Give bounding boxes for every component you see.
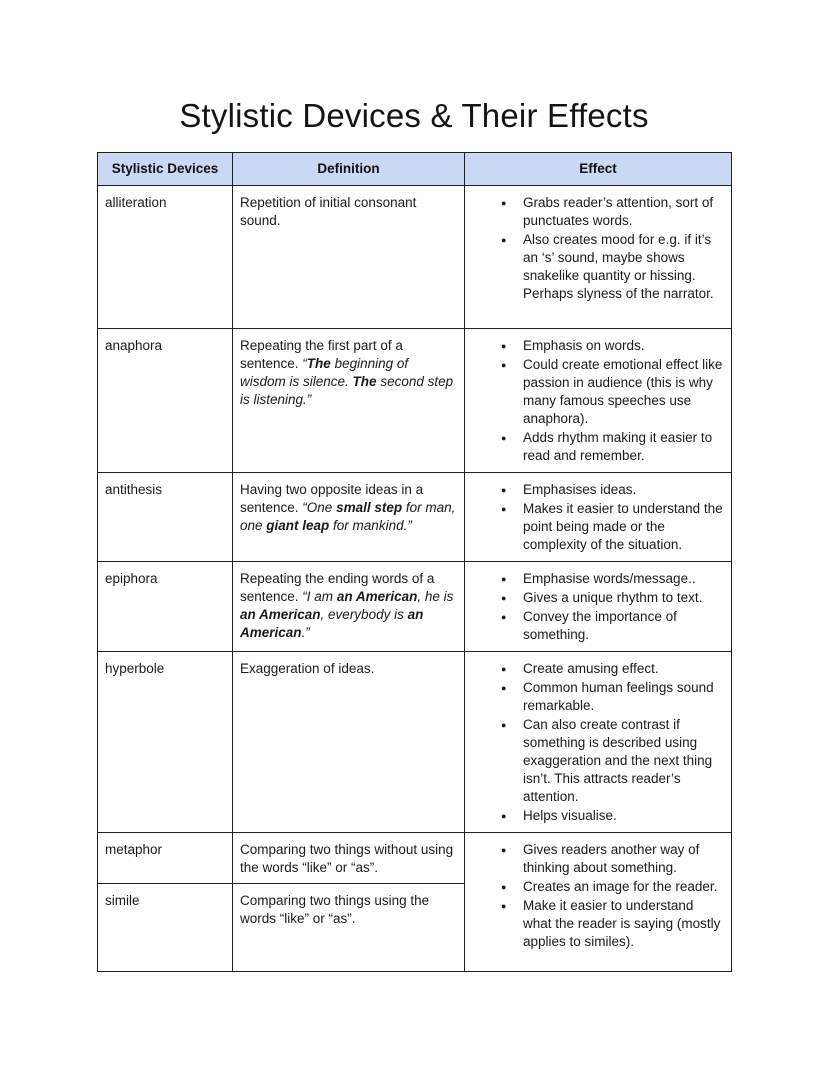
definition-text-segment: , everybody is — [320, 607, 408, 622]
header-effect: Effect — [465, 153, 732, 186]
definition-cell — [233, 473, 465, 562]
effect-bullet-list — [472, 660, 723, 825]
effect-bullet-item: ● Gives a unique rhythm to text. — [472, 589, 723, 607]
definition-text-segment: beginning of wisdom is silence. — [240, 356, 409, 389]
definition-text-segment: Having two opposite ideas in a sentence. — [240, 482, 424, 515]
effect-cell — [465, 652, 732, 833]
definition-cell — [233, 186, 465, 329]
effect-bullet-item: ● Grabs reader’s attention, sort of punctuates words. — [472, 194, 723, 230]
definition-cell — [233, 562, 465, 652]
effect-bullet-item: ● Gives readers another way of thinking about something. — [472, 841, 723, 877]
effect-bullet-item: ● Helps visualise. — [472, 807, 723, 825]
effect-bullet-item: ● Creates an image for the reader. — [472, 878, 723, 896]
definition-text-segment: , he is — [417, 589, 454, 604]
effect-bullet-item: ● Makes it easier to understand the point being made or the complexity of the situation. — [472, 500, 723, 554]
effect-bullet-list — [472, 570, 723, 644]
effect-bullet-item: ● Emphasise words/message.. — [472, 570, 723, 588]
device-name-cell: metaphor — [98, 833, 233, 884]
device-name-cell: hyperbole — [98, 652, 233, 833]
table-header — [98, 153, 732, 186]
definition-text-segment: The — [306, 356, 331, 371]
definition-text-segment: for mankind.” — [329, 518, 412, 533]
definition-text-segment: an American — [240, 607, 424, 640]
effect-bullet-item: ● Emphasises ideas. — [472, 481, 723, 499]
definition-text-segment: Exaggeration of ideas. — [240, 661, 375, 676]
table-row — [98, 473, 732, 562]
definition-cell — [233, 329, 465, 473]
effect-cell — [465, 562, 732, 652]
effect-bullet-list — [472, 194, 723, 303]
table-row — [98, 652, 732, 833]
device-name-cell: anaphora — [98, 329, 233, 473]
definition-text-segment: small step — [336, 500, 403, 515]
definition-text-segment: giant leap — [266, 518, 330, 533]
effect-bullet-list — [472, 337, 723, 465]
header-definition: Definition — [233, 153, 465, 186]
definition-cell — [233, 652, 465, 833]
effect-cell — [465, 329, 732, 473]
table-row — [98, 833, 732, 884]
definition-text-segment: Repetition of initial consonant sound. — [240, 195, 417, 228]
effect-bullet-list — [472, 481, 723, 554]
definition-text-segment: .” — [301, 625, 310, 640]
effect-cell — [465, 186, 732, 329]
definition-text-segment: for man, one — [240, 500, 456, 533]
header-row — [98, 153, 732, 186]
definition-text-segment: an American — [240, 607, 321, 622]
effect-bullet-item: ● Can also create contrast if something is described using exaggeration and the next thing isn’t. This attracts reader’s attention. — [472, 716, 723, 806]
effect-cell — [465, 473, 732, 562]
header-stylistic-devices: Stylistic Devices — [98, 153, 233, 186]
device-name-cell: simile — [98, 884, 233, 972]
effect-bullet-item: ● Emphasis on words. — [472, 337, 723, 355]
effect-cell — [465, 833, 732, 972]
definition-text-segment: “ — [302, 356, 307, 371]
definition-text-segment: The — [352, 374, 377, 389]
definition-cell — [233, 833, 465, 884]
effect-bullet-item: ● Common human feelings sound remarkable. — [472, 679, 723, 715]
effect-bullet-item: ● Adds rhythm making it easier to read and remember. — [472, 429, 723, 465]
definition-text-segment: Repeating the ending words of a sentence. — [240, 571, 435, 604]
device-name-cell: alliteration — [98, 186, 233, 329]
device-name-cell: epiphora — [98, 562, 233, 652]
effect-bullet-list — [472, 841, 723, 951]
device-name-cell: antithesis — [98, 473, 233, 562]
table-row — [98, 186, 732, 329]
page-title: Stylistic Devices & Their Effects — [179, 97, 649, 134]
table-body — [98, 186, 732, 972]
definition-cell — [233, 884, 465, 972]
definition-text-segment: Comparing two things without using the words “like” or “as”. — [240, 842, 454, 875]
definition-text-segment: Repeating the first part of a sentence. — [240, 338, 403, 371]
definition-text-segment: “I am — [302, 589, 337, 604]
effect-bullet-item: ● Convey the importance of something. — [472, 608, 723, 644]
table-row — [98, 329, 732, 473]
effect-bullet-item: ● Create amusing effect. — [472, 660, 723, 678]
definition-text-segment: second step is listening.” — [240, 374, 454, 407]
effect-bullet-item: ● Make it easier to understand what the reader is saying (mostly applies to similes). — [472, 897, 723, 951]
effect-bullet-item: ● Could create emotional effect like passion in audience (this is why many famous speeches use anaphora). — [472, 356, 723, 428]
definition-text-segment: Comparing two things using the words “like” or “as”. — [240, 893, 430, 926]
table-row — [98, 562, 732, 652]
stylistic-devices-table — [97, 152, 732, 972]
definition-text-segment: an American — [336, 589, 418, 604]
definition-text-segment: “One — [302, 500, 337, 515]
effect-bullet-item: ● Also creates mood for e.g. if it’s an ‘s’ sound, maybe shows snakelike quantity or hissing. Perhaps slyness of the narrator. — [472, 231, 723, 303]
